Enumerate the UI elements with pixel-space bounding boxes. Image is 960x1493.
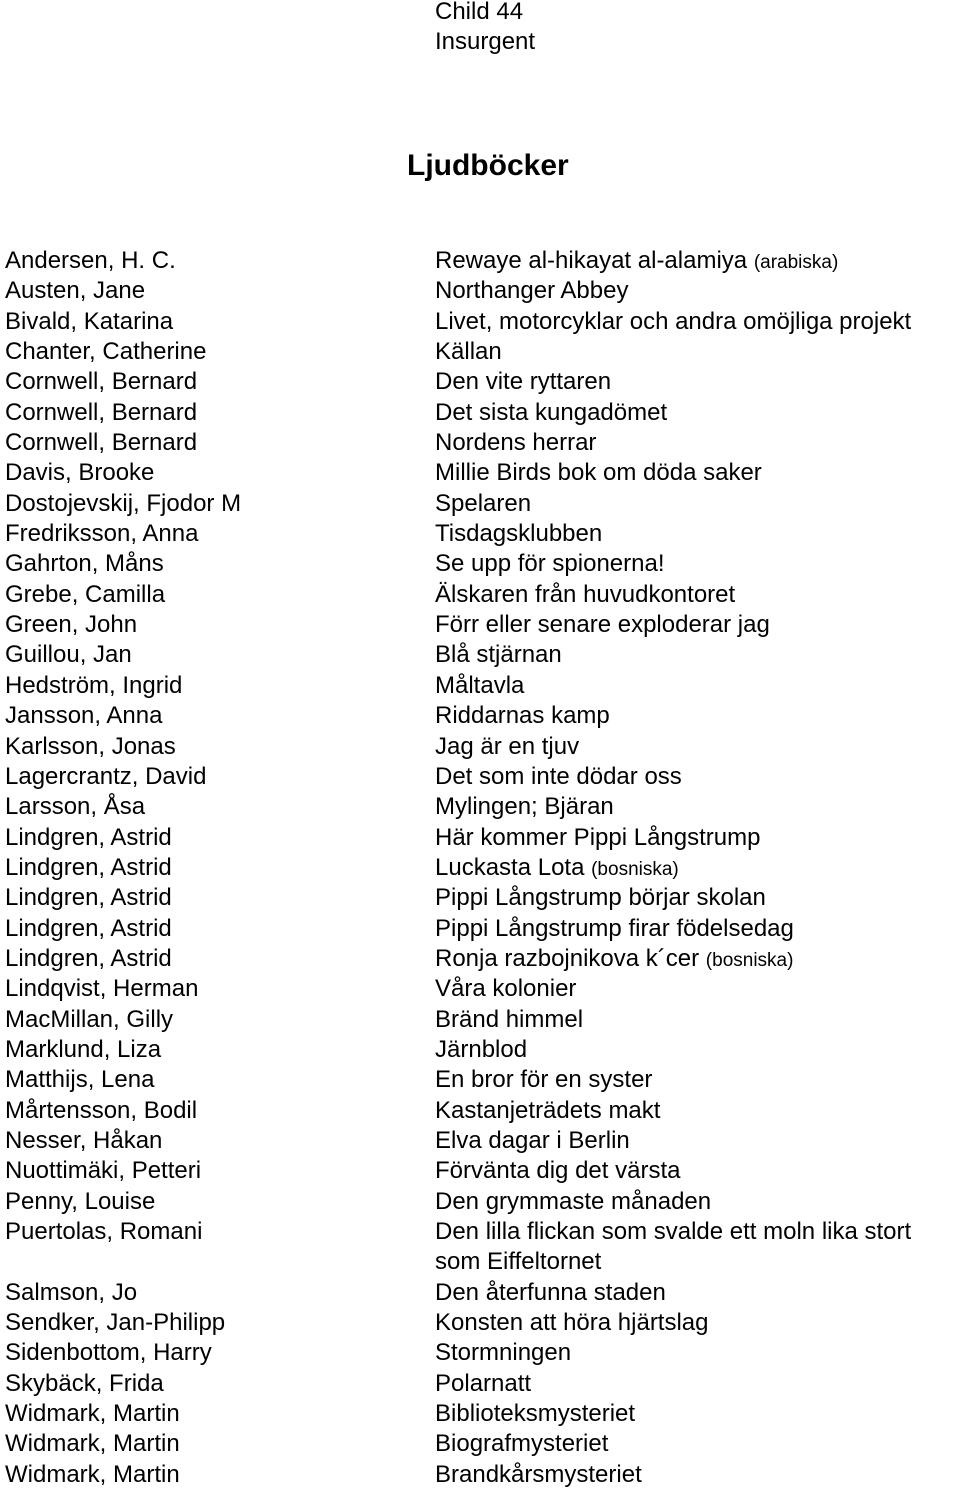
author-name: Gahrton, Måns — [5, 550, 164, 578]
book-title: Mylingen; Bjäran — [435, 793, 614, 821]
book-title: som Eiffeltornet — [435, 1248, 602, 1276]
author-name: Hedström, Ingrid — [5, 671, 183, 699]
book-title-row — [435, 1247, 911, 1277]
book-title: Blå stjärnan — [435, 641, 562, 669]
book-title-row — [435, 1338, 911, 1368]
author-name: Mårtensson, Bodil — [5, 1096, 198, 1124]
book-title: Jag är en tjuv — [435, 732, 580, 760]
author-name: Marklund, Liza — [5, 1035, 162, 1063]
book-title: Älskaren från huvudkontoret — [435, 580, 736, 608]
book-title-row — [435, 549, 911, 579]
author-name — [5, 1247, 241, 1277]
book-title-row — [435, 398, 911, 428]
title-list — [435, 246, 911, 1490]
book-title: Den återfunna staden — [435, 1278, 666, 1306]
author-name: Widmark, Martin — [5, 1430, 180, 1458]
author-name: MacMillan, Gilly — [5, 1005, 174, 1033]
book-title: Biografmysteriet — [435, 1430, 609, 1458]
book-title-row — [435, 762, 911, 792]
book-title-row — [435, 1035, 911, 1065]
author-name: Bivald, Katarina — [5, 307, 174, 335]
book-title: Den grymmaste månaden — [435, 1187, 712, 1215]
author-name: Cornwell, Bernard — [5, 398, 198, 426]
book-title-row — [435, 489, 911, 519]
book-title: Bränd himmel — [435, 1005, 584, 1033]
author-name: Lindgren, Astrid — [5, 914, 172, 942]
book-title-row — [435, 1065, 911, 1095]
book-title-row — [435, 914, 911, 944]
book-title-row — [435, 701, 911, 731]
book-title-row — [435, 853, 911, 883]
book-title-row — [435, 610, 911, 640]
book-title: Måltavla — [435, 671, 525, 699]
language-note: (arabiska) — [753, 252, 839, 273]
author-name: Cornwell, Bernard — [5, 429, 198, 457]
book-title: Här kommer Pippi Långstrump — [435, 823, 761, 851]
book-title: Förvänta dig det värsta — [435, 1157, 681, 1185]
book-title: Se upp för spionerna! — [435, 550, 665, 578]
book-title: Kastanjeträdets makt — [435, 1096, 661, 1124]
book-title-row — [435, 580, 911, 610]
header-line-insurgent: Insurgent — [435, 28, 536, 55]
book-title: Northanger Abbey — [435, 277, 629, 305]
book-title-row — [435, 1429, 911, 1459]
author-name: Lindgren, Astrid — [5, 944, 172, 972]
author-name: Chanter, Catherine — [5, 338, 207, 366]
book-title-row — [435, 367, 911, 397]
author-name: Lagercrantz, David — [5, 762, 207, 790]
language-note: (bosniska) — [705, 949, 794, 971]
book-title: Polarnatt — [435, 1369, 532, 1397]
author-name: Sendker, Jan-Philipp — [5, 1309, 226, 1337]
book-title: Den lilla flickan som svalde ett moln lika stort — [435, 1218, 912, 1245]
book-title: Den vite ryttaren — [435, 368, 612, 396]
page-title: Ljudböcker — [407, 149, 569, 182]
author-name: Jansson, Anna — [5, 702, 163, 730]
author-name: Salmson, Jo — [5, 1278, 138, 1306]
book-title: Biblioteksmysteriet — [435, 1400, 636, 1428]
author-name: Andersen, H. C. — [5, 247, 176, 274]
book-title: Millie Birds bok om döda saker — [435, 459, 762, 487]
book-title-row — [435, 246, 911, 276]
header-line-child-44: Child 44 — [435, 0, 524, 25]
book-title-row — [435, 1278, 911, 1308]
author-name: Lindqvist, Herman — [5, 975, 199, 1003]
book-title-row — [435, 640, 911, 670]
author-name: Dostojevskij, Fjodor M — [5, 489, 242, 517]
book-title: Tisdagsklubben — [435, 520, 603, 548]
book-title: Stormningen — [435, 1339, 572, 1367]
book-title-row — [435, 1187, 911, 1217]
book-title-row — [435, 1096, 911, 1126]
book-title-row — [435, 1460, 911, 1490]
author-name: Widmark, Martin — [5, 1460, 180, 1488]
book-title-row — [435, 974, 911, 1004]
book-title: Pippi Långstrump börjar skolan — [435, 884, 766, 912]
book-title-row — [435, 732, 911, 762]
book-title-row — [435, 276, 911, 306]
book-title-row — [435, 1308, 911, 1338]
book-title-row — [435, 671, 911, 701]
book-title: Förr eller senare exploderar jag — [435, 611, 770, 639]
author-name: Penny, Louise — [5, 1187, 156, 1215]
book-title: Det sista kungadömet — [435, 398, 668, 426]
author-name: Matthijs, Lena — [5, 1066, 155, 1094]
author-name: Nesser, Håkan — [5, 1126, 163, 1154]
book-title: Spelaren — [435, 489, 532, 517]
book-title-row — [435, 1369, 911, 1399]
author-name: Sidenbottom, Harry — [5, 1339, 212, 1367]
book-title-row — [435, 1005, 911, 1035]
book-title: Rewaye al-hikayat al-alamiya — [435, 247, 748, 274]
book-title-row — [435, 823, 911, 853]
book-title-row — [435, 428, 911, 458]
language-note: (bosniska) — [591, 858, 679, 880]
book-title-row — [435, 1126, 911, 1156]
book-title-row — [435, 1156, 911, 1186]
author-name: Fredriksson, Anna — [5, 520, 199, 548]
book-title: Konsten att höra hjärtslag — [435, 1309, 709, 1337]
book-title: Källan — [435, 338, 502, 366]
author-name: Larsson, Åsa — [5, 793, 146, 821]
book-title: Våra kolonier — [435, 975, 577, 1003]
book-title-row — [435, 458, 911, 488]
book-title-row — [435, 519, 911, 549]
author-name: Green, John — [5, 611, 138, 639]
book-title: Det som inte dödar oss — [435, 762, 682, 790]
author-list — [5, 246, 241, 1490]
book-title: Luckasta Lota — [435, 853, 585, 881]
book-title-row — [435, 337, 911, 367]
book-title-row — [435, 792, 911, 822]
book-title: Nordens herrar — [435, 429, 597, 457]
book-title: En bror för en syster — [435, 1066, 653, 1094]
book-title: Brandkårsmysteriet — [435, 1460, 642, 1488]
author-name: Nuottimäki, Petteri — [5, 1157, 202, 1185]
author-name: Cornwell, Bernard — [5, 368, 198, 396]
author-name: Widmark, Martin — [5, 1400, 180, 1428]
book-title: Elva dagar i Berlin — [435, 1126, 630, 1154]
author-name: Guillou, Jan — [5, 641, 132, 669]
author-name: Skybäck, Frida — [5, 1369, 164, 1397]
author-name: Lindgren, Astrid — [5, 853, 172, 881]
book-title: Ronja razbojnikova k´cer — [435, 944, 700, 972]
author-name: Karlsson, Jonas — [5, 732, 176, 760]
author-name: Grebe, Camilla — [5, 580, 166, 608]
book-title-row — [435, 1399, 911, 1429]
author-name: Lindgren, Astrid — [5, 823, 172, 851]
book-title: Riddarnas kamp — [435, 702, 610, 730]
book-title-row — [435, 944, 911, 974]
book-title-row — [435, 883, 911, 913]
author-name: Austen, Jane — [5, 277, 146, 305]
book-title: Livet, motorcyklar och andra omöjliga projekt — [435, 307, 912, 335]
book-title: Pippi Långstrump firar födelsedag — [435, 914, 794, 942]
author-name: Davis, Brooke — [5, 459, 155, 487]
author-name: Puertolas, Romani — [5, 1218, 203, 1245]
book-title-row — [435, 1217, 911, 1247]
book-title: Järnblod — [435, 1035, 528, 1063]
book-title-row — [435, 307, 911, 337]
author-name: Lindgren, Astrid — [5, 884, 172, 912]
